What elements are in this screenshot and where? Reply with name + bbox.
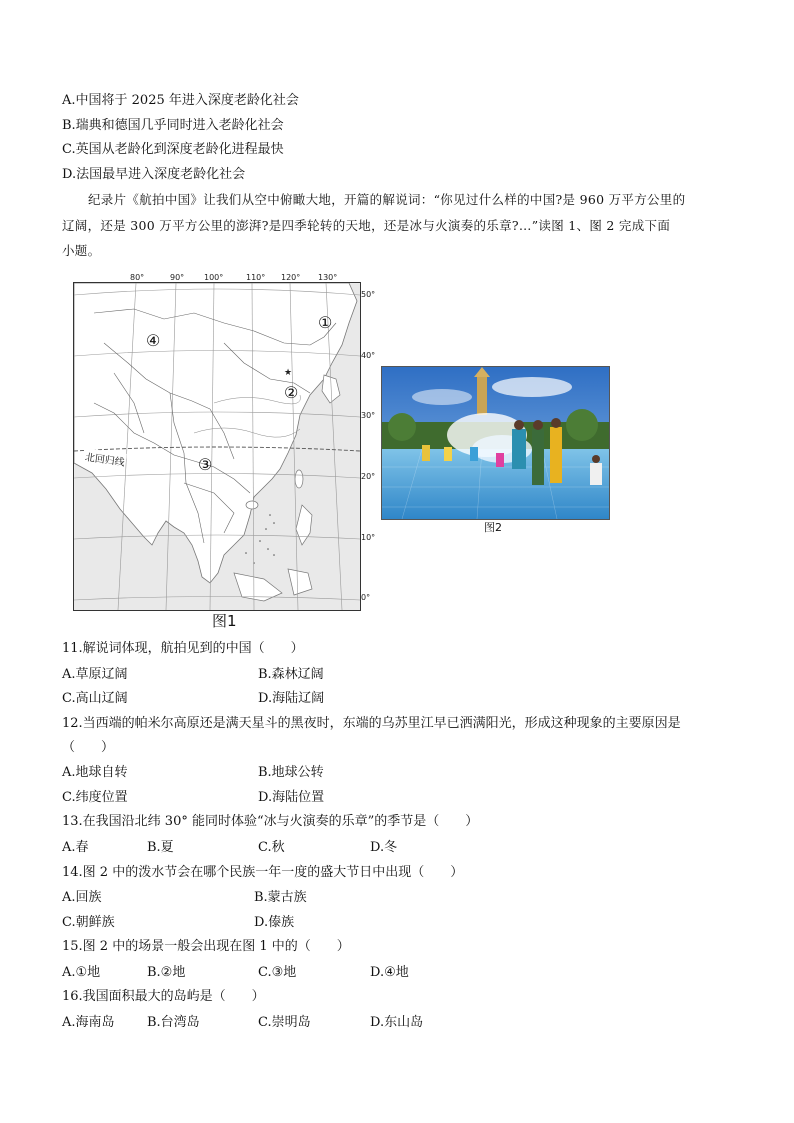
- marker-3: ③: [198, 455, 213, 474]
- q11-option-c: C.高山辽阔: [62, 691, 128, 706]
- q15-option-b: B.②地: [147, 965, 186, 980]
- q11-option-b: B.森林辽阔: [258, 667, 324, 682]
- q15-option-c: C.③地: [258, 965, 297, 980]
- map-drawing: [74, 283, 360, 610]
- q15-option-d: D.④地: [370, 965, 409, 980]
- question-12: 12.当西端的帕米尔高原还是满天星斗的黑夜时，东端的乌苏里江早已洒满阳光，形成这种现象的主要原因是: [62, 716, 681, 731]
- q16-option-b: B.台湾岛: [147, 1015, 200, 1030]
- q16-option-c: C.崇明岛: [258, 1015, 311, 1030]
- lon-label-130: 130°: [318, 273, 338, 282]
- lon-label-100: 100°: [204, 273, 224, 282]
- marker-2: ②: [284, 383, 299, 402]
- option-d: D.法国最早进入深度老龄化社会: [62, 167, 246, 182]
- figure2-photo: [381, 366, 610, 520]
- question-14: 14.图 2 中的泼水节会在哪个民族一年一度的盛大节日中出现（ ）: [62, 865, 464, 880]
- option-b: B.瑞典和德国几乎同时进入老龄化社会: [62, 118, 284, 133]
- q13-option-b: B.夏: [147, 840, 174, 855]
- figure2-caption: 图2: [484, 521, 502, 534]
- q16-option-a: A.海南岛: [62, 1015, 115, 1030]
- q12-option-d: D.海陆位置: [258, 790, 325, 805]
- tropic-label: 北回归线: [83, 448, 127, 469]
- lon-label-80: 80°: [130, 273, 145, 282]
- water-festival-image: [382, 367, 609, 519]
- svg-text:★: ★: [284, 368, 293, 378]
- intro-line-3: 小题。: [62, 243, 101, 258]
- q13-option-a: A.春: [62, 840, 89, 855]
- q12-option-a: A.地球自转: [62, 765, 128, 780]
- q13-option-c: C.秋: [258, 840, 285, 855]
- q11-option-d: D.海陆辽阔: [258, 691, 325, 706]
- lat-label-40: 40°: [361, 351, 376, 360]
- lon-label-110: 110°: [246, 273, 266, 282]
- q14-option-b: B.蒙古族: [254, 890, 307, 905]
- question-16: 16.我国面积最大的岛屿是（ ）: [62, 989, 265, 1004]
- q13-option-d: D.冬: [370, 840, 398, 855]
- q14-option-d: D.傣族: [254, 915, 295, 930]
- lat-label-30: 30°: [361, 411, 376, 420]
- question-13: 13.在我国沿北纬 30° 能同时体验“冰与火演奏的乐章”的季节是（ ）: [62, 814, 479, 829]
- lat-label-10: 10°: [361, 533, 376, 542]
- lat-label-50: 50°: [361, 290, 376, 299]
- q12-option-b: B.地球公转: [258, 765, 324, 780]
- lon-label-120: 120°: [281, 273, 301, 282]
- lon-label-90: 90°: [170, 273, 185, 282]
- question-12-cont: （ ）: [62, 740, 115, 755]
- intro-line-2: 辽阔，还是 300 万平方公里的澎湃?是四季轮转的天地，还是冰与火演奏的乐章?…”读图 1、图 2 完成下面: [62, 218, 671, 233]
- marker-1: ①: [318, 313, 333, 332]
- q11-option-a: A.草原辽阔: [62, 667, 128, 682]
- lat-label-20: 20°: [361, 472, 376, 481]
- q14-option-a: A.回族: [62, 890, 102, 905]
- figure1-caption: 图1: [212, 612, 237, 630]
- marker-4: ④: [146, 331, 161, 350]
- option-c: C.英国从老龄化到深度老龄化进程最快: [62, 142, 284, 157]
- figure1-map: [73, 282, 361, 611]
- question-11: 11.解说词体现，航拍见到的中国（ ）: [62, 641, 304, 656]
- q12-option-c: C.纬度位置: [62, 790, 128, 805]
- option-a: A.中国将于 2025 年进入深度老龄化社会: [62, 93, 299, 108]
- q15-option-a: A.①地: [62, 965, 101, 980]
- lat-label-0: 0°: [361, 593, 371, 602]
- q16-option-d: D.东山岛: [370, 1015, 424, 1030]
- question-15: 15.图 2 中的场景一般会出现在图 1 中的（ ）: [62, 939, 350, 954]
- intro-line-1: 纪录片《航拍中国》让我们从空中俯瞰大地，开篇的解说词：“你见过什么样的中国?是 960 万平方公里的: [88, 192, 686, 207]
- q14-option-c: C.朝鲜族: [62, 915, 115, 930]
